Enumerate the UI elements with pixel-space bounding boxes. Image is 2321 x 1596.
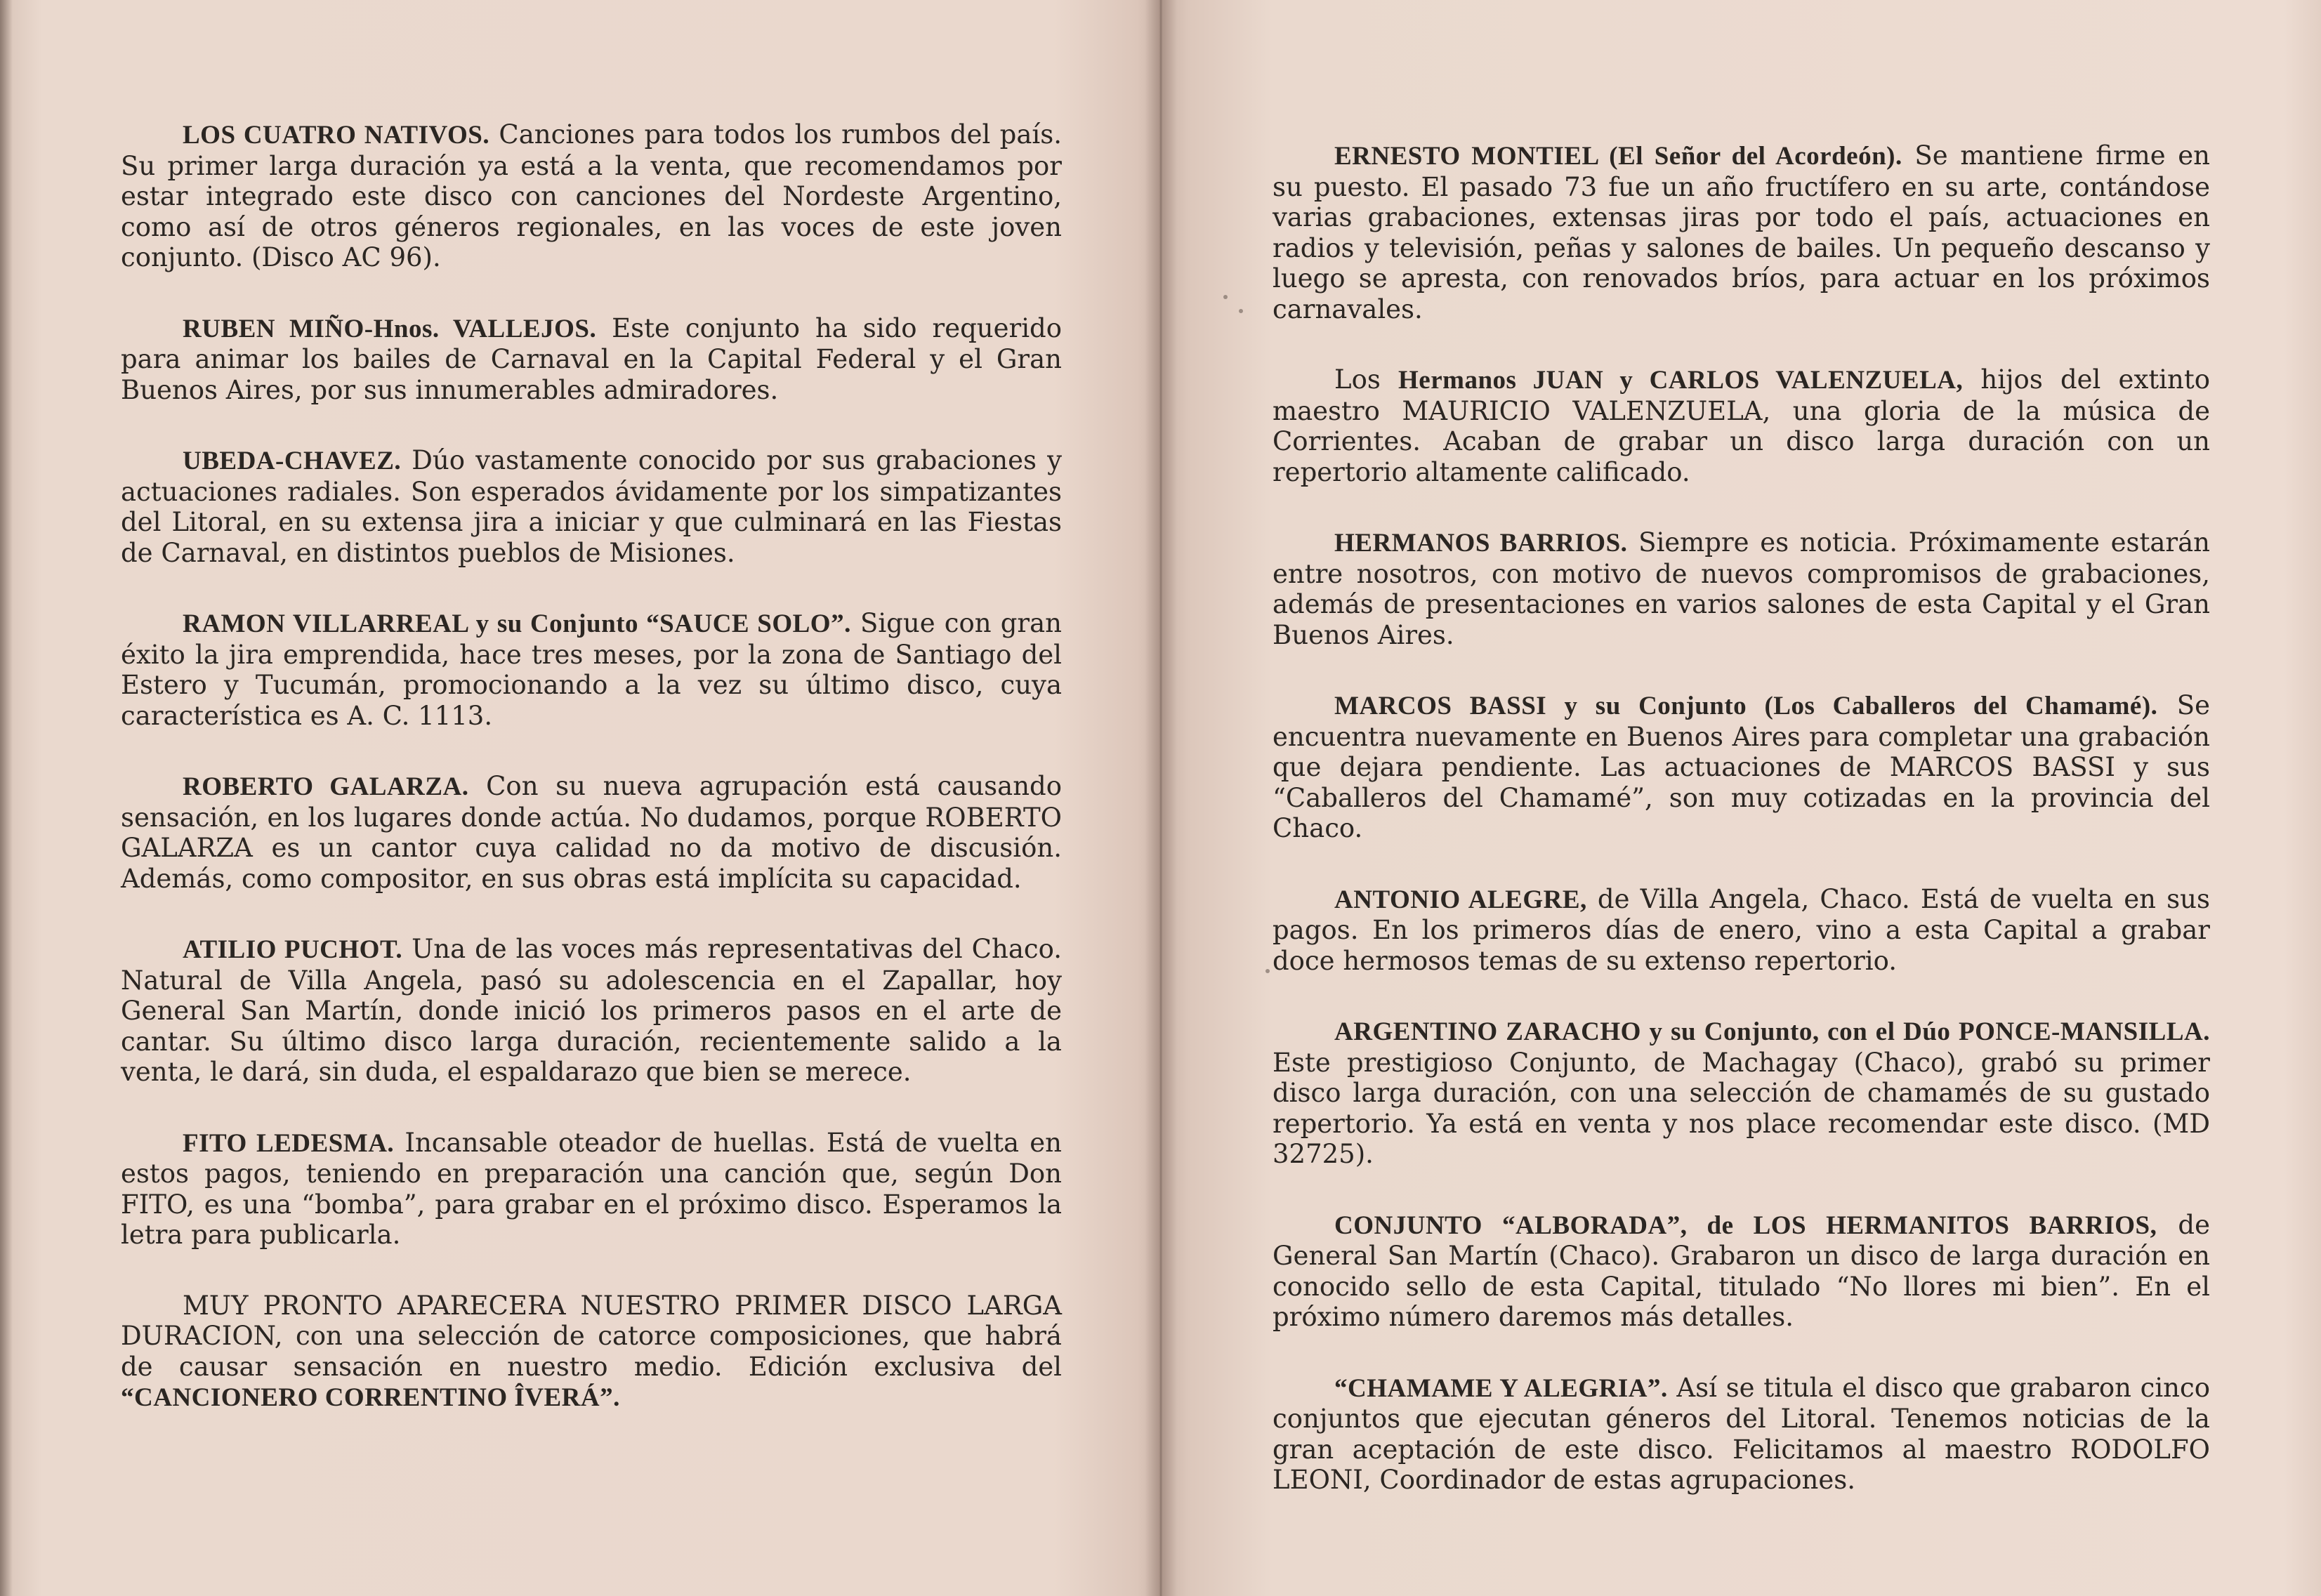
entry-text: de Villa Angela, Chaco. Está de vuelta en sus pagos. En los primeros días de enero, vino a esta Capital a grabar doce hermosos temas de su extenso repertorio. bbox=[1273, 883, 2210, 976]
entry-ramon-villarreal bbox=[121, 608, 1062, 731]
entry-heading: ERNESTO MONTIEL (El Señor del Acordeón). bbox=[1334, 142, 1902, 171]
entry-heading: FITO LEDESMA. bbox=[183, 1128, 395, 1158]
entry-conjunto-alborada bbox=[1273, 1210, 2210, 1333]
right-page bbox=[1160, 0, 2321, 1596]
entry-text: Este conjunto ha sido requerido para animar los bailes de Carnaval en la Capital Federal y el Gran Buenos Aires, por sus innumerables admiradores. bbox=[121, 312, 1062, 405]
entry-marcos-bassi bbox=[1273, 690, 2210, 844]
entry-roberto-galarza bbox=[121, 771, 1062, 894]
entry-heading: “CHAMAME Y ALEGRIA”. bbox=[1334, 1373, 1668, 1403]
book-gutter bbox=[1145, 0, 1177, 1596]
entry-text: Se encuentra nuevamente en Buenos Aires para completar una grabación que dejara pendiente. Las actuaciones de MARCOS BASSI y sus “Caballeros del Chamamé”, son muy cotizadas en la provincia del Chaco. bbox=[1273, 690, 2211, 843]
entry-text: Siempre es noticia. Próximamente estarán entre nosotros, con motivo de nuevos compromisos de grabaciones, además de presentaciones en varios salones de esta Capital y el Gran Buenos Aires. bbox=[1273, 527, 2210, 650]
entry-antonio-alegre bbox=[1273, 884, 2210, 977]
entry-text: Sigue con gran éxito la jira emprendida, hace tres meses, por la zona de Santiago del Estero y Tucumán, promocionando a la vez su último disco, cuya característica es A. C. 1113. bbox=[121, 608, 1063, 731]
entry-hermanos-valenzuela bbox=[1273, 364, 2210, 487]
entry-argentino-zaracho bbox=[1273, 1016, 2210, 1170]
entry-text: Una de las voces más representativas del Chaco. Natural de Villa Angela, pasó su adolescencia en el Zapallar, hoy General San Martín, donde inició los primeros pasos en el arte de cantar. Su último disco larga duración, recientemente salido a la venta, le dará, sin duda, el espaldarazo que bien se merece. bbox=[121, 934, 1062, 1087]
entry-prefix: Los bbox=[1334, 364, 1381, 395]
entry-heading: LOS CUATRO NATIVOS. bbox=[183, 121, 490, 150]
entry-heading: RUBEN MIÑO-Hnos. VALLEJOS. bbox=[183, 314, 597, 343]
entry-heading: UBEDA-CHAVEZ. bbox=[183, 447, 402, 475]
entry-text: Incansable oteador de huellas. Está de vuelta en estos pagos, teniendo en preparación una canción que, según Don FITO, es una “bomba”, para grabar en el próximo disco. Esperamos la letra para publicarla. bbox=[121, 1127, 1062, 1250]
closing-heading: “CANCIONERO CORRENTINO ÎVERÁ”. bbox=[121, 1383, 620, 1412]
closing-text: MUY PRONTO APARECERA NUESTRO PRIMER DISCO LARGA DURACION, con una selección de catorce composiciones, que habrá de causar sensación en nuestro medio. Edición exclusiva del bbox=[121, 1290, 1062, 1382]
entry-text: Se mantiene firme en su puesto. El pasado 73 fue un año fructífero en su arte, contándose varias grabaciones, extensas jiras por todo el país, actuaciones en radios y televisión, peñas y salones de bailes. Un pequeño descanso y luego se apresta, con renovados bríos, para actuar en los próximos carnavales. bbox=[1273, 140, 2210, 324]
entry-heading: HERMANOS BARRIOS. bbox=[1334, 529, 1628, 558]
entry-heading: ARGENTINO ZARACHO y su Conjunto, con el Dúo PONCE-MANSILLA. bbox=[1334, 1017, 2210, 1046]
entry-heading: RAMON VILLARREAL y su Conjunto “SAUCE SOLO”. bbox=[183, 609, 851, 638]
paper-speck bbox=[1223, 295, 1228, 299]
entry-text: Dúo vastamente conocido por sus grabaciones y actuaciones radiales. Son esperados ávidamente por los simpatizantes del Litoral, en su extensa jira a iniciar y que culminará en las Fiestas de Carnaval, en distintos pueblos de Misiones. bbox=[121, 445, 1062, 568]
paper-speck bbox=[1265, 969, 1270, 973]
entry-text: Este prestigioso Conjunto, de Machagay (Chaco), grabó su primer disco larga duración, con una selección de chamamés de su gustado repertorio. Ya está en venta y nos place recomendar este disco. (MD 32725). bbox=[1273, 1047, 2210, 1169]
left-page-column bbox=[121, 119, 1062, 1453]
entry-text: Canciones para todos los rumbos del país. Su primer larga duración ya está a la venta, que recomendamos por estar integrado este disco con canciones del Nordeste Argentino, como así de otros géneros regionales, en las voces de este joven conjunto. (Disco AC 96). bbox=[121, 119, 1062, 272]
page-edge-shadow bbox=[0, 0, 13, 1596]
closing-announcement bbox=[121, 1291, 1062, 1413]
entry-text: Con su nueva agrupación está causando sensación, en los lugares donde actúa. No dudamos, porque ROBERTO GALARZA es un cantor cuya calidad no da motivo de discusión. Además, como compositor, en sus obras está implícita su capacidad. bbox=[121, 771, 1063, 894]
paper-speck bbox=[1239, 309, 1243, 313]
right-page-column bbox=[1273, 140, 2210, 1536]
entry-heading: ANTONIO ALEGRE, bbox=[1334, 885, 1587, 914]
entry-text: de General San Martín (Chaco). Grabaron un disco de larga duración en conocido sello de esta Capital, titulado “No llores mi bien”. En el próximo número daremos más detalles. bbox=[1273, 1209, 2210, 1332]
entry-chamame-y-alegria bbox=[1273, 1373, 2210, 1496]
entry-hermanos-barrios bbox=[1273, 527, 2210, 650]
entry-heading: Hermanos JUAN y CARLOS VALENZUELA, bbox=[1398, 366, 1964, 395]
entry-heading: CONJUNTO “ALBORADA”, de LOS HERMANITOS BARRIOS, bbox=[1334, 1211, 2157, 1240]
entry-fito-ledesma bbox=[121, 1128, 1062, 1251]
entry-heading: MARCOS BASSI y su Conjunto (Los Caballeros del Chamamé). bbox=[1334, 692, 2158, 720]
entry-heading: ATILIO PUCHOT. bbox=[183, 935, 403, 964]
entry-heading: ROBERTO GALARZA. bbox=[183, 772, 469, 801]
entry-los-cuatro-nativos bbox=[121, 119, 1062, 273]
left-page bbox=[0, 0, 1160, 1596]
entry-text: hijos del extinto maestro MAURICIO VALENZUELA, una gloria de la música de Corrientes. Acaban de grabar un disco larga duración con un repertorio altamente calificado. bbox=[1273, 364, 2210, 487]
entry-ubeda-chavez bbox=[121, 445, 1062, 568]
entry-ruben-mino bbox=[121, 313, 1062, 406]
entry-atilio-puchot bbox=[121, 934, 1062, 1088]
entry-ernesto-montiel bbox=[1273, 140, 2210, 324]
entry-text: Así se titula el disco que grabaron cinco conjuntos que ejecutan géneros del Litoral. Tenemos noticias de la gran aceptación de este disco. Felicitamos al maestro RODOLFO LEONI, Coordinador de estas agrupaciones. bbox=[1273, 1372, 2211, 1495]
